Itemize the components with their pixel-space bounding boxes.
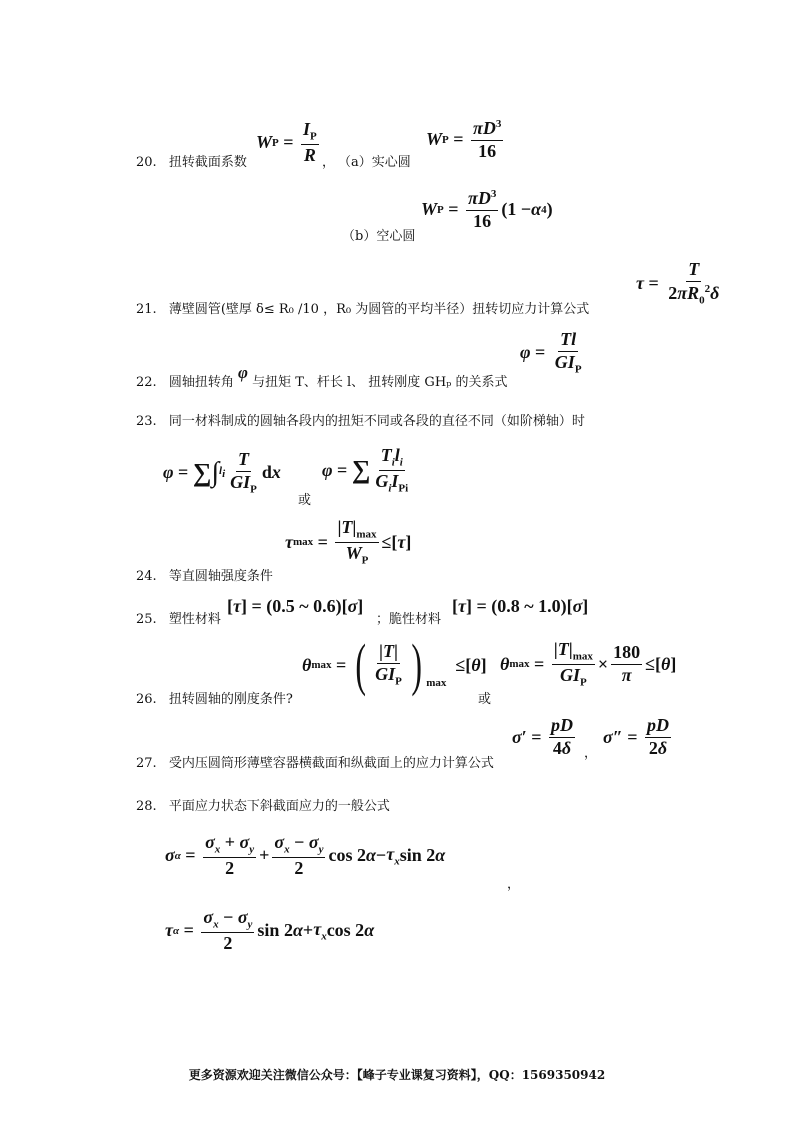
- formula-tau-alpha: τ α = $\frac{\sigma_x - \sigma_y}{2}$ sin 2 α + $\tau_x$ cos 2 α: [165, 907, 375, 953]
- item-23: [136, 410, 585, 429]
- formula-brittle-allowable: [ τ ] = (0.8 ~ 1.0)[ σ ]: [452, 596, 589, 616]
- item-text: 同一材料制成的圆轴各段内的扭矩不同或各段的直径不同（如阶梯轴）时: [168, 414, 585, 429]
- formula-integral-angle: φ = ∑ ∫ $l_i$ $\frac{T}{GI_P}$ d x: [163, 449, 281, 496]
- item-text: 薄壁圆管(壁厚 δ≤ R₀ /10 ，R₀ 为圆管的平均半径）扭转切应力计算公式: [168, 302, 590, 317]
- item-26: [136, 688, 293, 707]
- item-number: 21.: [136, 302, 157, 317]
- item-24: [136, 565, 273, 584]
- item-number: 23.: [136, 414, 157, 429]
- formula-ductile-allowable: [ τ ] = (0.5 ~ 0.6)[ σ ]: [227, 596, 364, 616]
- item-28: [136, 795, 390, 814]
- item-text: 塑性材料: [168, 612, 221, 627]
- formula-sigma-alpha: σ α = $\frac{\sigma_x + \sigma_y}{2}$ + $\frac{\sigma_x - \sigma_y}{2}$ cos 2 α − $\tau_x$ sin 2 α: [165, 832, 446, 878]
- formula-wp-solid: W P = $\frac{\pi D^3}{16}$: [426, 118, 502, 161]
- formula-stiffness-deg: θ max = $\frac{|T|_{max}}{GI_P}$ × $\frac{180}{\pi}$ ≤[ θ ]: [500, 639, 677, 689]
- item-number: 28.: [136, 799, 157, 814]
- item-text-2: ；脆性材料: [376, 612, 442, 627]
- item-text: 平面应力状态下斜截面应力的一般公式: [168, 799, 390, 814]
- item-27: [136, 752, 494, 771]
- formula-strength-condition: τ max = $\frac{|T|_{max}}{W_P}$ ≤[ τ ]: [285, 517, 412, 567]
- formula-stiffness-rad: θ max = ( $\frac{|T|}{GI_P}$ ) $_{max}$ ≤[ θ ]: [302, 632, 487, 697]
- formula-wp-hollow: W P = $\frac{\pi D^3}{16}$ (1 − α 4 ): [421, 188, 553, 231]
- item-text: 受内压圆筒形薄壁容器横截面和纵截面上的应力计算公式: [168, 756, 494, 771]
- comma: ，: [322, 155, 336, 170]
- item-text: 圆轴扭转角: [168, 375, 234, 390]
- label-hollow-circle: （b）空心圆: [342, 229, 416, 244]
- item-text: 扭转截面系数: [168, 155, 247, 170]
- formula-twist-angle: φ = $\frac{Tl}{GI_P}$: [520, 329, 582, 376]
- item-number: 22.: [136, 375, 157, 390]
- footer-note: 更多资源欢迎关注微信公众号：【峰子专业课复习资料】，QQ：1569350942: [188, 1068, 606, 1082]
- item-25: [136, 608, 221, 627]
- separator: ，: [584, 744, 598, 760]
- item-number: 25.: [136, 612, 157, 627]
- formula-thin-tube-shear: τ = $\frac{T}{2\pi R_0^2\delta}$: [636, 259, 720, 307]
- item-number: 20.: [136, 155, 157, 170]
- item-21: [136, 298, 589, 317]
- item-22: [136, 363, 508, 391]
- formula-wp-ip-r: W P = $\frac{I_P}{R}$: [256, 119, 317, 165]
- item-text-2: 与扭矩 T、杆长 l、 扭转刚度 GHₚ 的关系式: [252, 375, 508, 390]
- item-number: 24.: [136, 569, 157, 584]
- formula-hoop-axial-stress: σ ′ = $\frac{pD}{4\delta}$ ， σ ″ = $\frac{pD}{2\delta}$: [512, 715, 669, 760]
- item-number: 27.: [136, 756, 157, 771]
- phi-symbol: φ: [237, 363, 248, 382]
- item-number: 26.: [136, 692, 157, 707]
- comma: ，: [507, 877, 521, 892]
- item-text: 等直圆轴强度条件: [168, 569, 273, 584]
- formula-sum-angle: φ = ∑ $\frac{T_il_i}{G_iI_{Pi}}$: [322, 445, 409, 495]
- item-text: 扭转圆轴的刚度条件?: [168, 692, 293, 707]
- or-text: 或: [298, 493, 312, 508]
- label-solid-circle: （a）实心圆: [338, 155, 411, 170]
- or-text: 或: [478, 692, 492, 707]
- item-20: [136, 151, 247, 170]
